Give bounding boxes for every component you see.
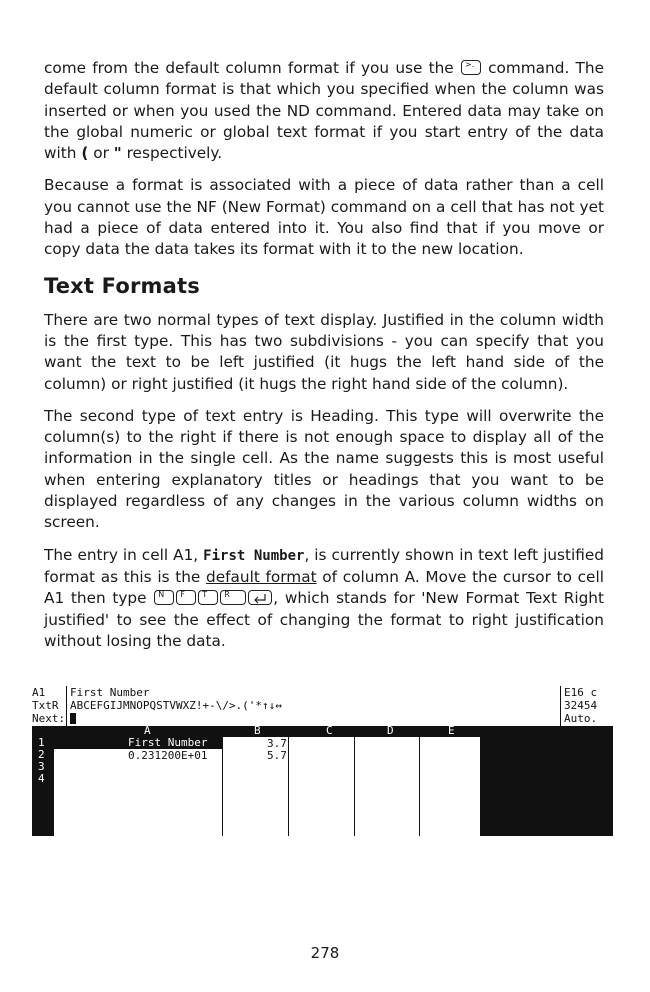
p1-paren: ( bbox=[81, 144, 89, 163]
page-number: 278 bbox=[310, 944, 340, 962]
t-key-icon bbox=[198, 590, 218, 605]
cell-b2[interactable]: 5.7 bbox=[267, 749, 287, 762]
r-key-label: R bbox=[224, 590, 230, 600]
enter-key-icon bbox=[248, 590, 272, 605]
f-key-icon bbox=[176, 590, 196, 605]
p5-text-d: , which stands for 'New Format Text Right justified' to see the effect of changing the format to right justification without losing the data. bbox=[44, 589, 604, 650]
status-format: TxtR bbox=[32, 699, 59, 712]
cell-a2[interactable]: 0.231200E+01 bbox=[128, 749, 208, 762]
col-sep-bc bbox=[288, 737, 289, 836]
row-number-1: 1 bbox=[38, 736, 45, 749]
section-heading: Text Formats bbox=[44, 273, 200, 298]
input-cursor bbox=[70, 713, 76, 724]
status-cell-value: First Number bbox=[70, 686, 150, 699]
column-header-bar bbox=[32, 726, 613, 737]
unused-area bbox=[481, 737, 613, 836]
r-key-icon bbox=[220, 590, 246, 605]
col-header-a: A bbox=[144, 724, 151, 737]
col-header-d: D bbox=[387, 724, 394, 737]
p1-text-c: respectively. bbox=[126, 144, 223, 163]
row-number-4: 4 bbox=[38, 772, 45, 785]
status-divider-right bbox=[560, 686, 561, 726]
p5-text-b: , is currently shown in text left justified format as this is the bbox=[44, 545, 604, 586]
status-next: Next: bbox=[32, 712, 66, 725]
status-cell-ref: A1 bbox=[32, 686, 46, 699]
p5-text-c: of column A. Move the cursor to cell A1 then type bbox=[44, 567, 604, 608]
row-number-2: 2 bbox=[38, 748, 45, 761]
code-first-number: First Number bbox=[203, 547, 305, 564]
p5-underlined: default format bbox=[206, 567, 317, 586]
status-memory: 32454 bbox=[564, 699, 598, 712]
n-key-label: N bbox=[158, 590, 165, 600]
f-key-label: F bbox=[180, 590, 185, 600]
status-divider bbox=[66, 686, 67, 726]
col-header-b: B bbox=[254, 724, 261, 737]
dot-key-icon bbox=[461, 60, 481, 75]
col-sep-de bbox=[419, 737, 420, 836]
dot-key-label: >. bbox=[464, 60, 475, 69]
status-right-1: E16 c bbox=[564, 686, 598, 699]
status-recalc: Auto. bbox=[564, 712, 598, 725]
p1-quote: " bbox=[113, 144, 122, 163]
cell-b1[interactable]: 3.7 bbox=[267, 737, 287, 750]
t-key-label: T bbox=[202, 590, 208, 600]
col-header-e: E bbox=[448, 724, 455, 737]
p1-or: or bbox=[93, 144, 109, 163]
paragraph-2: Because a format is associated with a piece of data rather than a cell you cannot use the NF (New Format) command on a cell that has not yet had a piece of data entered into it. You also find that if you move or copy data the data takes its format with it to the new location. bbox=[44, 176, 604, 259]
p1-text-a: come from the default column format if you use the bbox=[44, 59, 454, 77]
paragraph-3: There are two normal types of text display. Justified in the column width is the first type. This has two subdivisions - you can specify that you want the text to be left justified (it hugs the left hand side of the column) or right justified (it hugs the right hand side of the column). bbox=[44, 310, 604, 393]
row-number-3: 3 bbox=[38, 760, 45, 773]
paragraph-5 bbox=[44, 545, 604, 652]
paragraph-1 bbox=[44, 58, 604, 164]
page-body bbox=[44, 58, 604, 663]
paragraph-4: The second type of text entry is Heading. This type will overwrite the column(s) to the right if there is not enough space to display all of the information in the single cell. As the name suggests this is most useful when entering explanatory titles or headings that you want to be displayed regardless of any changes in the various column widths on screen. bbox=[44, 406, 604, 532]
col-sep-cd bbox=[354, 737, 355, 836]
status-charset: ABCEFGIJMNOPQSTVWXZ!+-\/>.('*↑↓↔ bbox=[70, 699, 282, 712]
p5-text-a: The entry in cell A1, bbox=[44, 545, 199, 564]
col-header-c: C bbox=[326, 724, 333, 737]
spreadsheet-screen bbox=[32, 686, 613, 836]
cell-a1: First Number bbox=[128, 736, 208, 749]
col-sep-ab bbox=[222, 737, 223, 836]
n-key-icon bbox=[154, 590, 174, 605]
p1-text-b: command. The default column format is that which you specified when the column was inserted or when you used the ND command. Entered data may take on the global numeric or global text format if you start entry of the data with bbox=[44, 59, 604, 163]
